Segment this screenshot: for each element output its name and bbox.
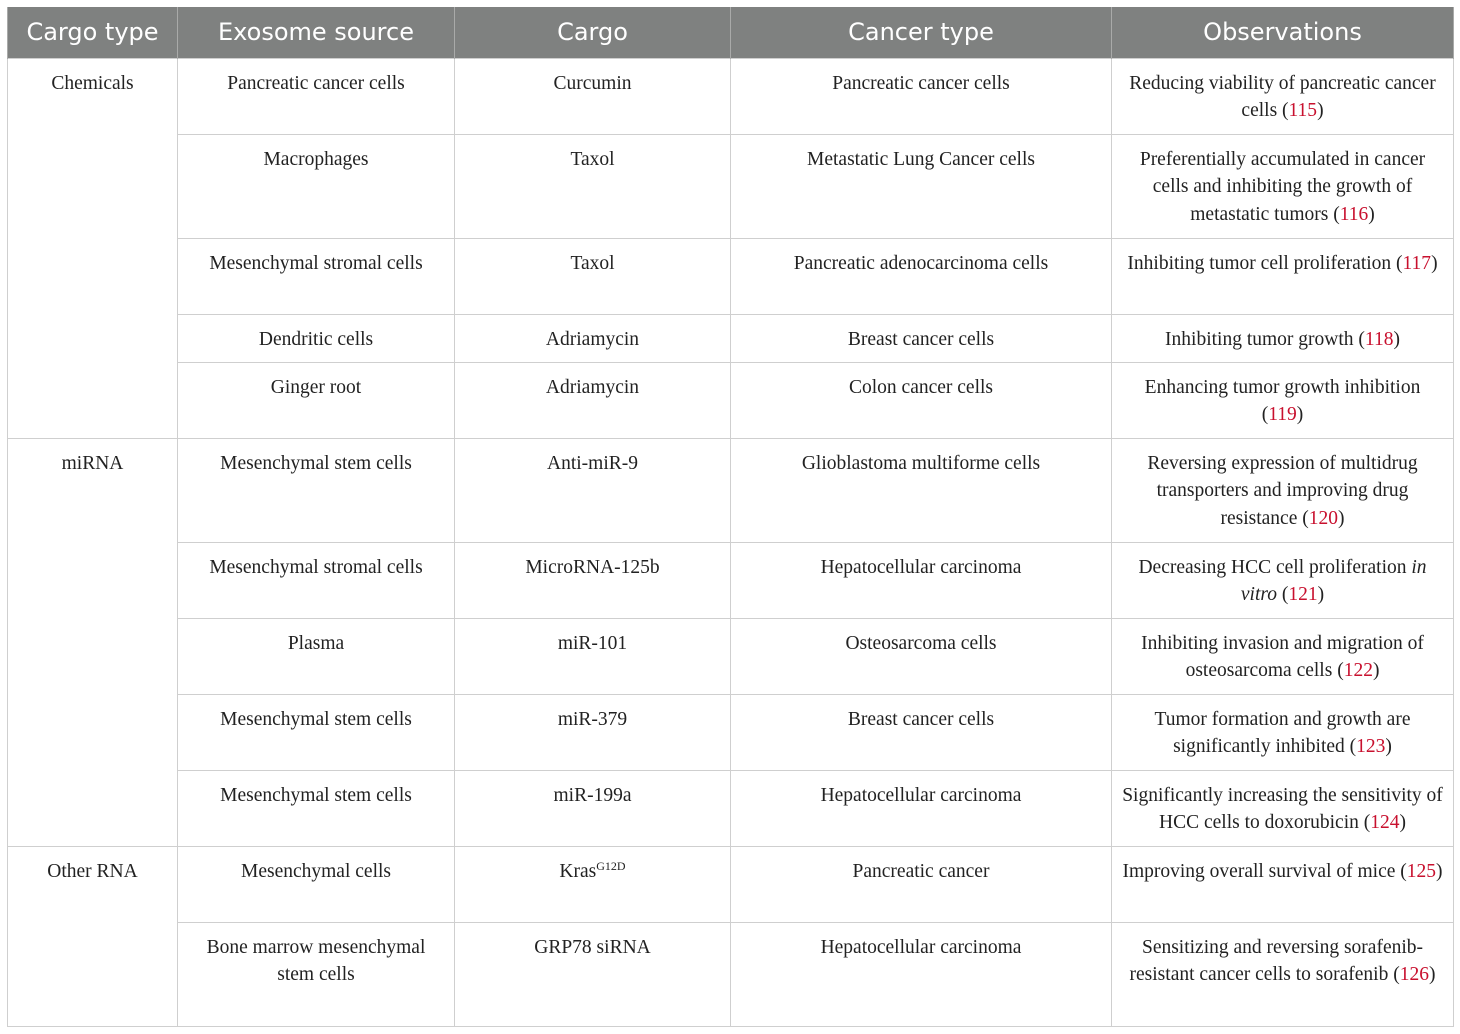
observations-cell: Tumor formation and growth are significantly inhibited (123) (1112, 694, 1454, 770)
cargo-cell (455, 58, 731, 134)
cargo-name: miR-101 (557, 632, 628, 654)
observations-cell: Significantly increasing the sensitivity of HCC cells to doxorubicin (124) (1112, 770, 1454, 846)
observation-text: Tumor formation and growth are significantly inhibited (1154, 708, 1411, 757)
cancer-type-cell: Pancreatic cancer cells (731, 58, 1112, 134)
table-row (8, 438, 1454, 542)
exosome-source-cell: Macrophages (178, 134, 455, 238)
observations-cell: Decreasing HCC cell proliferation in vitro (121) (1112, 542, 1454, 618)
cargo-cell (455, 846, 731, 922)
table-row (8, 362, 1454, 438)
table-row (8, 134, 1454, 238)
table-row (8, 58, 1454, 134)
exosome-source-cell: Mesenchymal stem cells (178, 694, 455, 770)
reference-number: 117 (1402, 252, 1432, 274)
table-row (8, 922, 1454, 1026)
observations-cell: Preferentially accumulated in cancer cells and inhibiting the growth of metastatic tumors (116) (1112, 134, 1454, 238)
reference-number: 115 (1288, 100, 1318, 121)
table-row (8, 542, 1454, 618)
reference-number: 125 (1406, 860, 1437, 882)
table-row (8, 694, 1454, 770)
observation-text: Reversing expression of multidrug transporters and improving drug resistance (1147, 452, 1418, 529)
cancer-type-cell: Colon cancer cells (731, 362, 1112, 438)
header-cargo-type: Cargo type (8, 7, 178, 58)
header-exosome-source: Exosome source (178, 7, 455, 58)
table-row (8, 238, 1454, 314)
cargo-cell (455, 618, 731, 694)
observations-cell: Enhancing tumor growth inhibition (119) (1112, 362, 1454, 438)
exosome-source-cell: Mesenchymal stromal cells (178, 542, 455, 618)
exosome-source-cell: Dendritic cells (178, 314, 455, 362)
cargo-cell (455, 238, 731, 314)
observations-cell: Inhibiting tumor growth (118) (1112, 314, 1454, 362)
exosome-source-cell: Mesenchymal cells (178, 846, 455, 922)
observation-text: Improving overall survival of mice (1122, 860, 1396, 882)
cargo-cell (455, 134, 731, 238)
exosome-source-cell: Mesenchymal stem cells (178, 438, 455, 542)
cargo-cell (455, 362, 731, 438)
cargo-name: GRP78 siRNA (534, 936, 651, 958)
cargo-type-cell: miRNA (8, 438, 178, 846)
observations-cell: Reversing expression of multidrug transporters and improving drug resistance (120) (1112, 438, 1454, 542)
reference-number: 119 (1268, 404, 1297, 425)
observation-text: Reducing viability of pancreatic cancer cells (1129, 72, 1436, 121)
header-observations: Observations (1112, 7, 1454, 58)
header-cargo: Cargo (455, 7, 731, 58)
observation-text: Significantly increasing the sensitivity of HCC cells to doxorubicin (1122, 784, 1443, 833)
header-row (8, 7, 1454, 58)
exosome-source-cell: Pancreatic cancer cells (178, 58, 455, 134)
table-row (8, 846, 1454, 922)
observation-text: Inhibiting invasion and migration of osteosarcoma cells (1141, 632, 1424, 681)
reference-number: 116 (1339, 203, 1369, 225)
cancer-type-cell: Pancreatic adenocarcinoma cells (731, 238, 1112, 314)
exosome-source-cell: Plasma (178, 618, 455, 694)
observations-cell: Inhibiting tumor cell proliferation (117) (1112, 238, 1454, 314)
cargo-name: miR-199a (553, 784, 632, 806)
cargo-cell (455, 922, 731, 1026)
observation-text: Preferentially accumulated in cancer cells and inhibiting the growth of metastatic tumors (1139, 148, 1426, 225)
observation-text: Decreasing HCC cell proliferation (1138, 556, 1407, 578)
cargo-name: Taxol (570, 252, 615, 274)
cancer-type-cell: Breast cancer cells (731, 694, 1112, 770)
table-header (8, 7, 1454, 58)
cargo-type-cell: Chemicals (8, 58, 178, 438)
observations-cell: Inhibiting invasion and migration of osteosarcoma cells (122) (1112, 618, 1454, 694)
cancer-type-cell: Pancreatic cancer (731, 846, 1112, 922)
table-body (8, 58, 1454, 1026)
cargo-name: MicroRNA-125b (525, 556, 660, 578)
observations-cell: Sensitizing and reversing sorafenib-resistant cancer cells to sorafenib (126) (1112, 922, 1454, 1026)
reference-number: 124 (1370, 812, 1400, 833)
observation-text: Inhibiting tumor cell proliferation (1127, 252, 1392, 274)
reference-number: 123 (1356, 736, 1386, 757)
cargo-cell (455, 542, 731, 618)
cargo-cell (455, 314, 731, 362)
exosome-cargo-table (7, 7, 1454, 1027)
cancer-type-cell: Hepatocellular carcinoma (731, 922, 1112, 1026)
table-row (8, 314, 1454, 362)
observation-text: Enhancing tumor growth inhibition (1144, 376, 1421, 398)
exosome-source-cell: Mesenchymal stem cells (178, 770, 455, 846)
cancer-type-cell: Osteosarcoma cells (731, 618, 1112, 694)
exosome-source-cell: Mesenchymal stromal cells (178, 238, 455, 314)
observation-text: Sensitizing and reversing sorafenib-resistant cancer cells to sorafenib (1129, 936, 1424, 985)
cargo-type-cell: Other RNA (8, 846, 178, 1026)
reference-number: 120 (1308, 507, 1338, 529)
header-cancer-type: Cancer type (731, 7, 1112, 58)
cargo-name: Adriamycin (545, 328, 640, 350)
cargo-name: Anti-miR-9 (547, 452, 638, 474)
reference-number: 126 (1399, 964, 1429, 985)
cancer-type-cell: Metastatic Lung Cancer cells (731, 134, 1112, 238)
cargo-name: Curcumin (553, 72, 632, 94)
exosome-source-cell: Bone marrow mesenchymal stem cells (178, 922, 455, 1026)
cargo-name: Taxol (570, 148, 615, 170)
reference-number: 121 (1288, 584, 1318, 605)
observation-text: Inhibiting tumor growth (1165, 328, 1354, 350)
reference-number: 122 (1343, 660, 1373, 681)
observations-cell: Reducing viability of pancreatic cancer cells (115) (1112, 58, 1454, 134)
cargo-name: miR-379 (557, 708, 628, 730)
cancer-type-cell: Breast cancer cells (731, 314, 1112, 362)
observations-cell: Improving overall survival of mice (125) (1112, 846, 1454, 922)
cargo-cell (455, 770, 731, 846)
cancer-type-cell: Glioblastoma multiforme cells (731, 438, 1112, 542)
cargo-name: Kras (559, 860, 597, 882)
exosome-source-cell: Ginger root (178, 362, 455, 438)
cancer-type-cell: Hepatocellular carcinoma (731, 770, 1112, 846)
table-row (8, 770, 1454, 846)
cargo-cell (455, 694, 731, 770)
cargo-superscript: G12D (596, 858, 626, 873)
table-row (8, 618, 1454, 694)
observation-italic: in vitro (1240, 556, 1427, 605)
cancer-type-cell: Hepatocellular carcinoma (731, 542, 1112, 618)
cargo-name: Adriamycin (545, 376, 640, 398)
cargo-cell (455, 438, 731, 542)
reference-number: 118 (1364, 328, 1394, 350)
